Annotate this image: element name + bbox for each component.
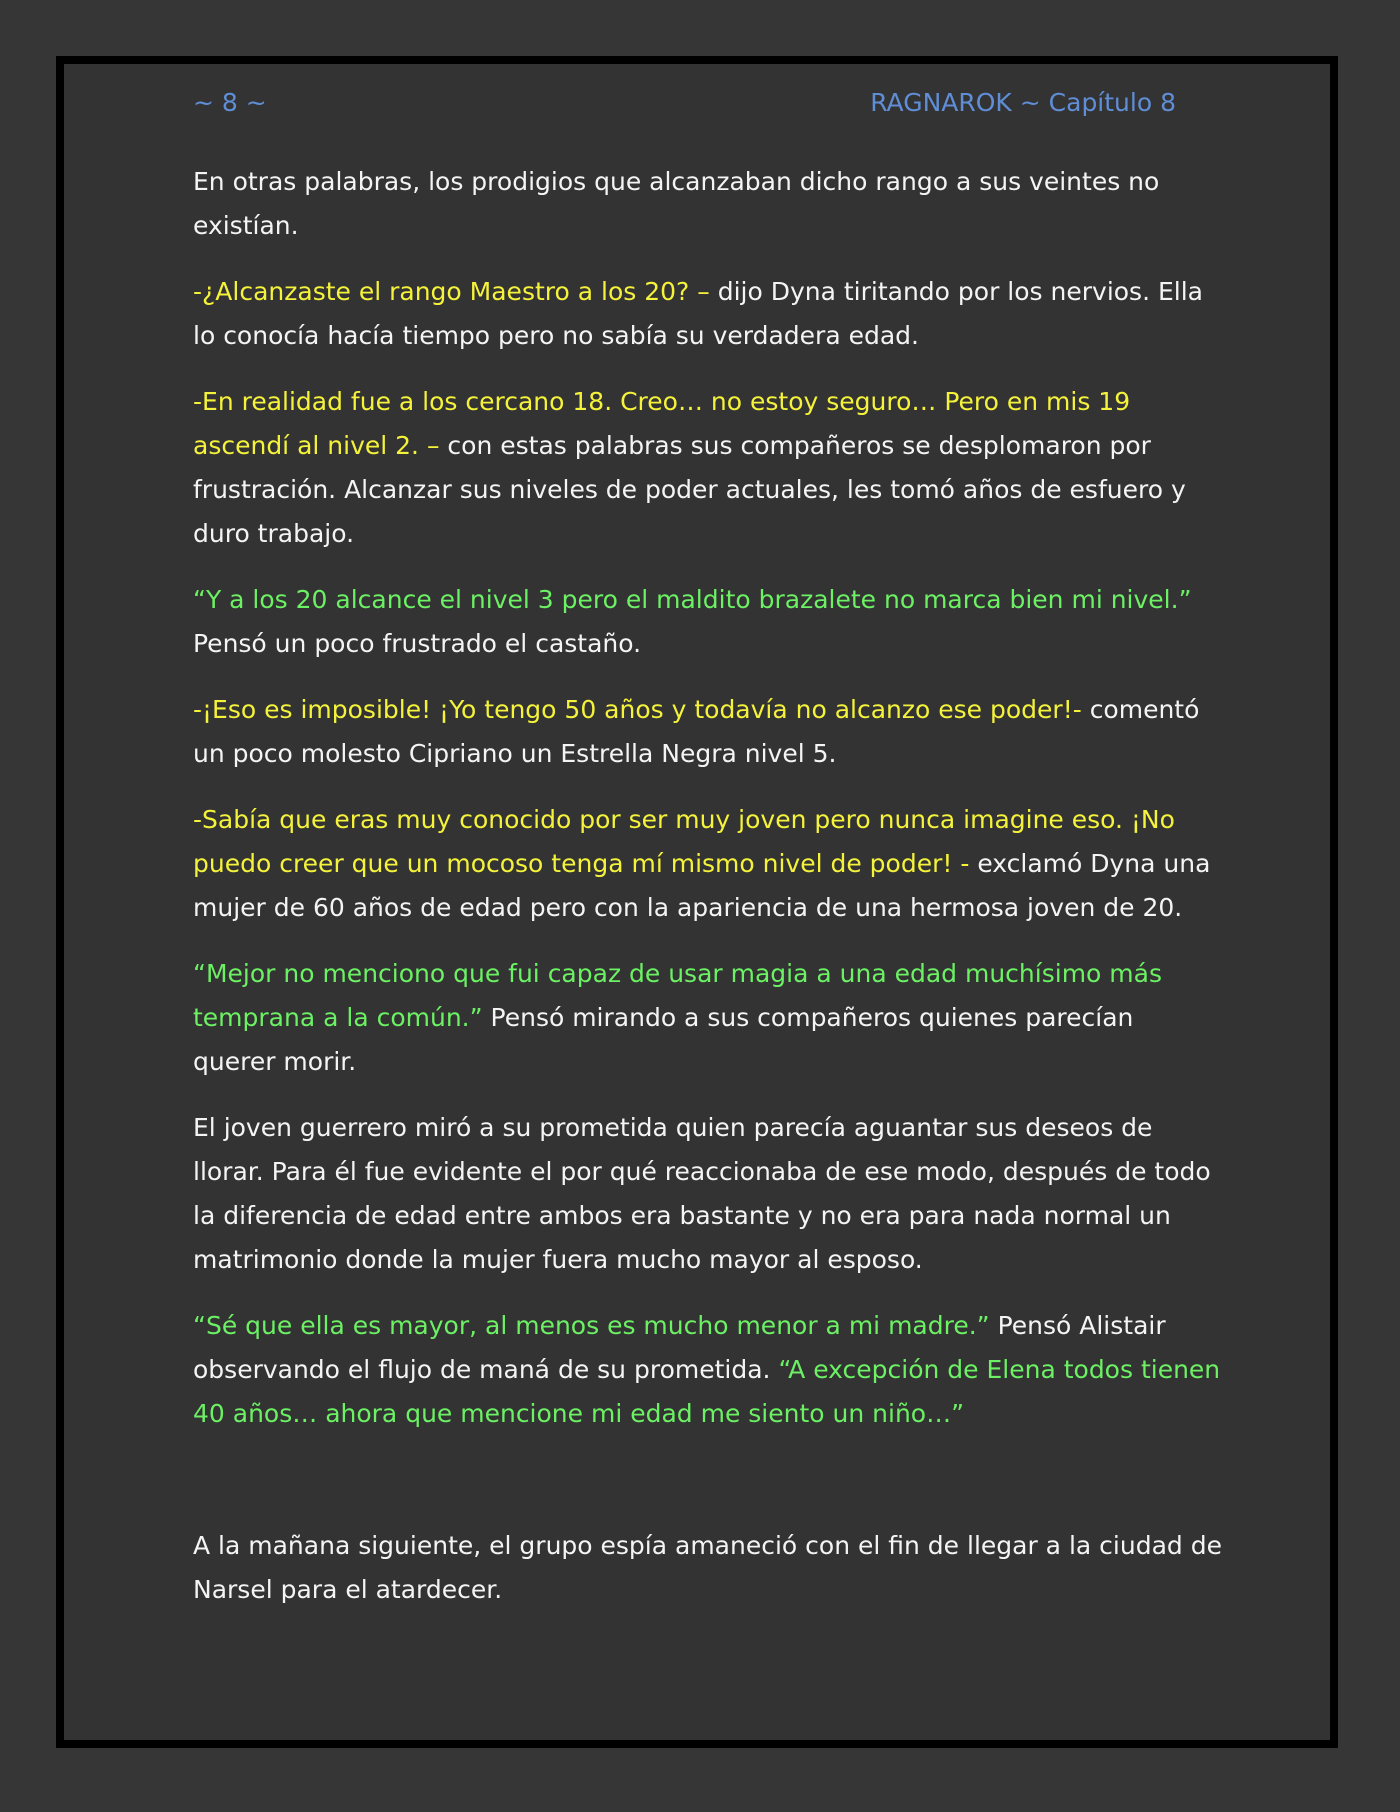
narration-text: En otras palabras, los prodigios que alcanzaban dicho rango a sus veintes no existían. bbox=[193, 167, 1160, 240]
paragraph bbox=[193, 952, 1223, 1084]
narration-text: Pensó un poco frustrado el castaño. bbox=[193, 629, 642, 658]
chapter-title: RAGNAROK ~ Capítulo 8 bbox=[870, 87, 1176, 117]
paragraph bbox=[193, 270, 1223, 358]
paragraph bbox=[193, 798, 1223, 930]
narration-text: con estas palabras sus compañeros se desplomaron por frustración. Alcanzar sus niveles de poder actuales, les tomó años de esfuero y duro trabajo. bbox=[193, 431, 1186, 548]
narration-text: Pensó mirando a sus compañeros quienes parecían querer morir. bbox=[193, 1003, 1134, 1076]
dialogue-text: -¿Alcanzaste el rango Maestro a los 20? – bbox=[193, 277, 718, 306]
paragraph bbox=[193, 578, 1223, 666]
narration-text: A la mañana siguiente, el grupo espía amaneció con el fin de llegar a la ciudad de Narsel para el atardecer. bbox=[193, 1531, 1222, 1604]
narration-text: exclamó Dyna una mujer de 60 años de edad pero con la apariencia de una hermosa joven de 20. bbox=[193, 849, 1211, 922]
thought-text: “A excepción de Elena todos tienen 40 años… ahora que mencione mi edad me siento un niño…” bbox=[193, 1355, 1221, 1428]
thought-text: “Y a los 20 alcance el nivel 3 pero el maldito brazalete no marca bien mi nivel.” bbox=[193, 585, 1192, 614]
dialogue-text: -Sabía que eras muy conocido por ser muy joven pero nunca imagine eso. ¡No puedo creer que un mocoso tenga mí mismo nivel de poder! - bbox=[193, 805, 1175, 878]
paragraph bbox=[193, 688, 1223, 776]
section-break bbox=[193, 1458, 1223, 1524]
narration-text: dijo Dyna tiritando por los nervios. Ella lo conocía hacía tiempo pero no sabía su verdadera edad. bbox=[193, 277, 1203, 350]
paragraph bbox=[193, 380, 1223, 556]
paragraph bbox=[193, 1524, 1223, 1612]
thought-text: “Sé que ella es mayor, al menos es mucho menor a mi madre.” bbox=[193, 1311, 998, 1340]
paragraph bbox=[193, 1304, 1223, 1436]
thought-text: “Mejor no menciono que fui capaz de usar magia a una edad muchísimo más temprana a la común.” bbox=[193, 959, 1162, 1032]
paragraph bbox=[193, 160, 1223, 248]
chapter-body bbox=[193, 160, 1223, 1634]
dialogue-text: -¡Eso es imposible! ¡Yo tengo 50 años y todavía no alcanzo ese poder!- bbox=[193, 695, 1090, 724]
dialogue-text: -En realidad fue a los cercano 18. Creo… no estoy seguro… Pero en mis 19 ascendí al nivel 2. – bbox=[193, 387, 1131, 460]
narration-text: El joven guerrero miró a su prometida quien parecía aguantar sus deseos de llorar. Para él fue evidente el por qué reaccionaba de ese modo, después de todo la diferencia de edad entre ambos era bastante y no era para nada normal un matrimonio donde la mujer fuera mucho mayor al esposo. bbox=[193, 1113, 1211, 1274]
narration-text: Pensó Alistair observando el flujo de maná de su prometida. bbox=[193, 1311, 1166, 1384]
narration-text: comentó un poco molesto Cipriano un Estrella Negra nivel 5. bbox=[193, 695, 1200, 768]
paragraph bbox=[193, 1106, 1223, 1282]
page-number: ~ 8 ~ bbox=[193, 87, 267, 117]
page-header bbox=[193, 82, 1176, 122]
